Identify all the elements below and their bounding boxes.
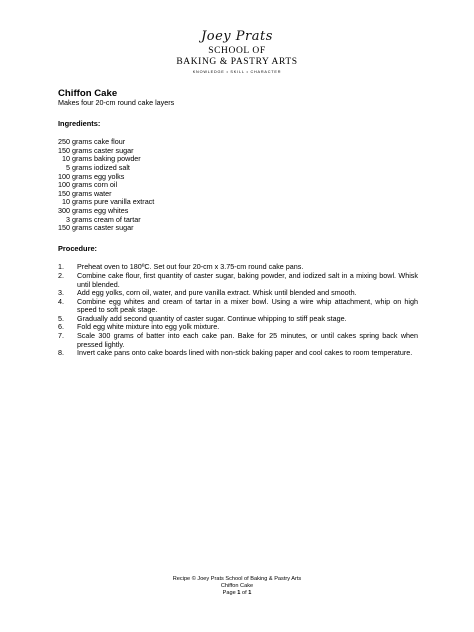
page-of: of [241, 590, 247, 596]
logo-script-name: Joey Prats [201, 29, 273, 44]
step-number: 5. [58, 313, 64, 323]
step-text: Invert cake pans onto cake boards lined with non-stick baking paper and cool cakes to room temperature. [77, 348, 413, 358]
procedure-heading: Procedure: [58, 243, 98, 253]
ingredient-item: 150 grams caster sugar [58, 223, 134, 233]
ingredient-item: 3 grams cream of tartar [58, 214, 141, 224]
recipe-yield: Makes four 20-cm round cake layers [58, 98, 175, 107]
procedure-step [58, 349, 418, 358]
ingredient-item: 150 grams water [58, 188, 112, 198]
step-text: Scale 300 grams of batter into each cake pan. Bake for 25 minutes, or until cakes spring back when pressed lightly. [77, 331, 418, 349]
step-number: 1. [58, 262, 64, 272]
logo-tagline: KNOWLEDGE • SKILL • CHARACTER [192, 70, 282, 74]
page-footer [0, 576, 474, 597]
procedure-step [58, 332, 418, 349]
ingredient-item: 100 grams corn oil [58, 180, 118, 190]
step-number: 6. [58, 322, 64, 332]
page-current: 1 [237, 590, 241, 596]
footer-recipe-name: Chiffon Cake [220, 583, 254, 589]
procedure-step [58, 298, 418, 315]
logo-school-of: SCHOOL OF [208, 46, 266, 56]
school-logo [0, 30, 474, 75]
ingredient-item: 300 grams egg whites [58, 205, 129, 215]
step-text: Add egg yolks, corn oil, water, and pure vanilla extract. Whisk until blended and smooth. [77, 288, 357, 298]
ingredient-item: 5 grams iodized salt [58, 162, 130, 172]
step-number: 7. [58, 331, 64, 341]
ingredient-item: 10 grams pure vanilla extract [58, 197, 155, 207]
logo-school-name: BAKING & PASTRY ARTS [176, 57, 298, 67]
step-text: Combine cake flour, first quantity of caster sugar, baking powder, and iodized salt in a mixing bowl. Whisk until blended. [77, 270, 418, 289]
step-number: 8. [58, 348, 64, 358]
procedure-list [58, 263, 418, 358]
step-text: Combine egg whites and cream of tartar in a mixer bowl. Using a wire whip attachment, whip on high speed to soft peak stage. [77, 296, 418, 315]
ingredient-item: 150 grams caster sugar [58, 145, 134, 155]
step-number: 2. [58, 270, 64, 280]
recipe-body [58, 88, 418, 358]
page-label: Page [222, 590, 236, 596]
procedure-step [58, 272, 418, 289]
page-total: 1 [248, 590, 252, 596]
step-number: 4. [58, 296, 64, 306]
ingredients-heading: Ingredients: [58, 118, 101, 128]
ingredient-item: 250 grams cake flour [58, 137, 126, 147]
step-text: Preheat oven to 180ºC. Set out four 20-cm x 3.75-cm round cake pans. [77, 262, 304, 272]
recipe-title: Chiffon Cake [58, 88, 118, 99]
step-number: 3. [58, 288, 64, 298]
step-text: Fold egg white mixture into egg yolk mixture. [77, 322, 220, 332]
ingredient-item: 100 grams egg yolks [58, 171, 125, 181]
footer-page-number [0, 590, 474, 597]
footer-copyright: Recipe © Joey Prats School of Baking & Pastry Arts [172, 576, 302, 582]
ingredients-list [58, 138, 418, 233]
step-text: Gradually add second quantity of caster sugar. Continue whipping to stiff peak stage. [77, 313, 347, 323]
ingredient-item: 10 grams baking powder [58, 154, 141, 164]
